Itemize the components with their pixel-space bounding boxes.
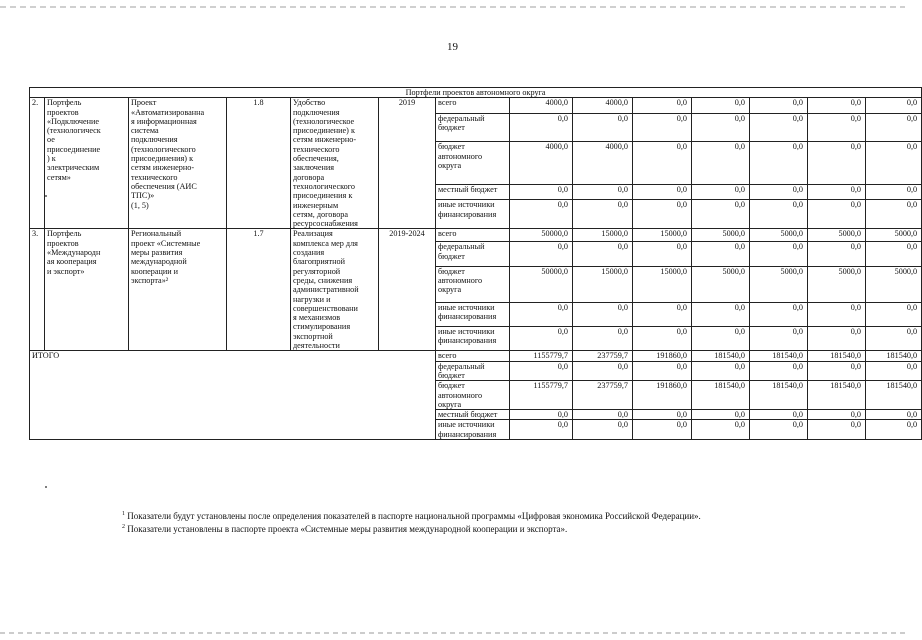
amount-cell: 0,0 [750, 326, 808, 350]
amount-cell: 191860,0 [633, 381, 692, 410]
amount-cell: 0,0 [633, 361, 692, 381]
amount-cell: 0,0 [633, 113, 692, 142]
amount-cell: 1155779,7 [510, 351, 573, 361]
amount-cell: 0,0 [692, 326, 750, 350]
page-number: 19 [447, 41, 458, 53]
amount-cell: 0,0 [808, 242, 866, 266]
amount-cell: 237759,7 [573, 381, 633, 410]
amount-cell: 0,0 [692, 410, 750, 420]
amount-cell: 15000,0 [633, 229, 692, 242]
portfolio-name: Портфель проектов «Международн ая кооперация и экспорт» [45, 229, 129, 351]
banner-row [30, 88, 922, 98]
amount-cell: 0,0 [633, 326, 692, 350]
funding-source: всего [436, 229, 510, 242]
amount-cell: 0,0 [808, 361, 866, 381]
footnotes [122, 510, 882, 536]
funding-source: иные источники финансирования [436, 200, 510, 229]
amount-cell: 5000,0 [692, 266, 750, 302]
funding-source: иные источники финансирования [436, 302, 510, 326]
amount-cell: 0,0 [692, 361, 750, 381]
amount-cell: 0,0 [750, 242, 808, 266]
funding-source: иные источники финансирования [436, 420, 510, 440]
project-goal: Реализация комплекса мер для создания благоприятной регуляторной среды, снижения административной нагрузки и совершенствовани я механизмов стимулирования экспортной деятельности [291, 229, 379, 351]
funding-source: бюджет автономного округа [436, 381, 510, 410]
amount-cell: 0,0 [510, 361, 573, 381]
amount-cell: 0,0 [573, 326, 633, 350]
amount-cell: 0,0 [866, 302, 922, 326]
amount-cell: 0,0 [633, 420, 692, 440]
funding-source: бюджет автономного округа [436, 266, 510, 302]
scan-speck [45, 195, 47, 197]
scan-speck [45, 486, 47, 488]
amount-cell: 0,0 [866, 410, 922, 420]
amount-cell: 0,0 [692, 113, 750, 142]
amount-cell: 5000,0 [750, 266, 808, 302]
amount-cell: 0,0 [750, 200, 808, 229]
amount-cell: 0,0 [808, 185, 866, 200]
amount-cell: 181540,0 [692, 351, 750, 361]
amount-cell: 0,0 [633, 302, 692, 326]
amount-cell: 4000,0 [510, 98, 573, 113]
amount-cell: 4000,0 [573, 142, 633, 185]
total-row [30, 351, 922, 361]
amount-cell: 1155779,7 [510, 381, 573, 410]
amount-cell: 0,0 [866, 113, 922, 142]
amount-cell: 0,0 [866, 200, 922, 229]
amount-cell: 0,0 [808, 420, 866, 440]
amount-cell: 0,0 [808, 326, 866, 350]
footnote-text: Показатели будут установлены после определения показателей в паспорте национальной программы «Цифровая экономика Российской Федерации». [127, 511, 701, 521]
amount-cell: 5000,0 [808, 266, 866, 302]
amount-cell: 15000,0 [573, 266, 633, 302]
amount-cell: 0,0 [866, 185, 922, 200]
amount-cell: 50000,0 [510, 229, 573, 242]
amount-cell: 0,0 [633, 410, 692, 420]
row-number: 3. [30, 229, 45, 351]
amount-cell: 0,0 [573, 410, 633, 420]
amount-cell: 0,0 [573, 420, 633, 440]
amount-cell: 0,0 [692, 98, 750, 113]
amount-cell: 0,0 [808, 200, 866, 229]
amount-cell: 0,0 [633, 142, 692, 185]
amount-cell: 0,0 [808, 98, 866, 113]
amount-cell: 4000,0 [510, 142, 573, 185]
amount-cell: 15000,0 [573, 229, 633, 242]
amount-cell: 191860,0 [633, 351, 692, 361]
amount-cell: 0,0 [573, 113, 633, 142]
footnote-2 [122, 523, 882, 536]
footnote-text: Показатели установлены в паспорте проекта «Системные меры развития международной кооперации и экспорта». [127, 524, 568, 534]
amount-cell: 0,0 [808, 302, 866, 326]
amount-cell: 0,0 [808, 113, 866, 142]
amount-cell: 0,0 [510, 200, 573, 229]
funding-source: всего [436, 98, 510, 113]
amount-cell: 0,0 [510, 113, 573, 142]
indicator-code: 1.7 [227, 229, 291, 351]
period: 2019-2024 [379, 229, 436, 351]
amount-cell: 15000,0 [633, 266, 692, 302]
amount-cell: 181540,0 [692, 381, 750, 410]
scan-edge-top [0, 6, 905, 8]
amount-cell: 0,0 [633, 242, 692, 266]
amount-cell: 0,0 [510, 185, 573, 200]
funding-source: федеральный бюджет [436, 113, 510, 142]
funding-source: иные источники финансирования [436, 326, 510, 350]
amount-cell: 0,0 [692, 200, 750, 229]
funding-source: федеральный бюджет [436, 361, 510, 381]
footnote-1 [122, 510, 882, 523]
amount-cell: 4000,0 [573, 98, 633, 113]
amount-cell: 0,0 [866, 142, 922, 185]
amount-cell: 181540,0 [808, 381, 866, 410]
amount-cell: 0,0 [633, 200, 692, 229]
amount-cell: 0,0 [692, 420, 750, 440]
amount-cell: 0,0 [573, 200, 633, 229]
amount-cell: 0,0 [808, 410, 866, 420]
project-name: Региональный проект «Системные меры развития международной кооперации и экспорта»² [129, 229, 227, 351]
amount-cell: 0,0 [750, 410, 808, 420]
amount-cell: 5000,0 [750, 229, 808, 242]
amount-cell: 0,0 [692, 302, 750, 326]
amount-cell: 0,0 [750, 361, 808, 381]
amount-cell: 181540,0 [866, 381, 922, 410]
amount-cell: 0,0 [692, 142, 750, 185]
financing-table [29, 87, 922, 440]
amount-cell: 237759,7 [573, 351, 633, 361]
scan-edge-bottom [0, 632, 905, 634]
footnote-marker: 1 [122, 511, 125, 517]
amount-cell: 0,0 [510, 410, 573, 420]
amount-cell: 0,0 [750, 420, 808, 440]
amount-cell: 0,0 [750, 142, 808, 185]
row-number: 2. [30, 98, 45, 229]
funding-source: федеральный бюджет [436, 242, 510, 266]
amount-cell: 0,0 [750, 98, 808, 113]
amount-cell: 0,0 [510, 326, 573, 350]
amount-cell: 0,0 [866, 361, 922, 381]
table-row [30, 229, 922, 242]
amount-cell: 0,0 [808, 142, 866, 185]
amount-cell: 0,0 [692, 242, 750, 266]
amount-cell: 0,0 [750, 185, 808, 200]
amount-cell: 0,0 [750, 113, 808, 142]
amount-cell: 0,0 [510, 420, 573, 440]
total-label: ИТОГО [30, 351, 436, 440]
amount-cell: 5000,0 [808, 229, 866, 242]
table-row [30, 98, 922, 113]
amount-cell: 0,0 [633, 185, 692, 200]
footnote-marker: 2 [122, 524, 125, 530]
indicator-code: 1.8 [227, 98, 291, 229]
amount-cell: 0,0 [633, 98, 692, 113]
amount-cell: 0,0 [573, 302, 633, 326]
amount-cell: 0,0 [573, 361, 633, 381]
amount-cell: 0,0 [510, 242, 573, 266]
amount-cell: 5000,0 [692, 229, 750, 242]
amount-cell: 181540,0 [808, 351, 866, 361]
amount-cell: 0,0 [866, 326, 922, 350]
project-goal: Удобство подключения (технологическое присоединение) к сетям инженерно- технического обеспечения, заключения договора технологического присоединения к инженерным сетям, договора ресурсоснабжения [291, 98, 379, 229]
funding-source: местный бюджет [436, 185, 510, 200]
amount-cell: 181540,0 [866, 351, 922, 361]
amount-cell: 0,0 [692, 185, 750, 200]
amount-cell: 0,0 [866, 242, 922, 266]
amount-cell: 0,0 [750, 302, 808, 326]
amount-cell: 0,0 [866, 98, 922, 113]
period: 2019 [379, 98, 436, 229]
amount-cell: 0,0 [866, 420, 922, 440]
amount-cell: 0,0 [573, 185, 633, 200]
amount-cell: 5000,0 [866, 229, 922, 242]
amount-cell: 181540,0 [750, 351, 808, 361]
amount-cell: 181540,0 [750, 381, 808, 410]
table-body [30, 88, 922, 440]
banner-cell: Портфели проектов автономного округа [30, 88, 922, 98]
funding-source: всего [436, 351, 510, 361]
amount-cell: 5000,0 [866, 266, 922, 302]
amount-cell: 0,0 [510, 302, 573, 326]
funding-source: бюджет автономного округа [436, 142, 510, 185]
funding-source: местный бюджет [436, 410, 510, 420]
project-name: Проект «Автоматизированна я информационная система подключения (технологического присоединения) к сетям инженерно- технического обеспечения (АИС ТПС)» (1, 5) [129, 98, 227, 229]
amount-cell: 0,0 [573, 242, 633, 266]
amount-cell: 50000,0 [510, 266, 573, 302]
portfolio-name: Портфель проектов «Подключение (технологическ ое присоединение ) к электрическим сетям» [45, 98, 129, 229]
